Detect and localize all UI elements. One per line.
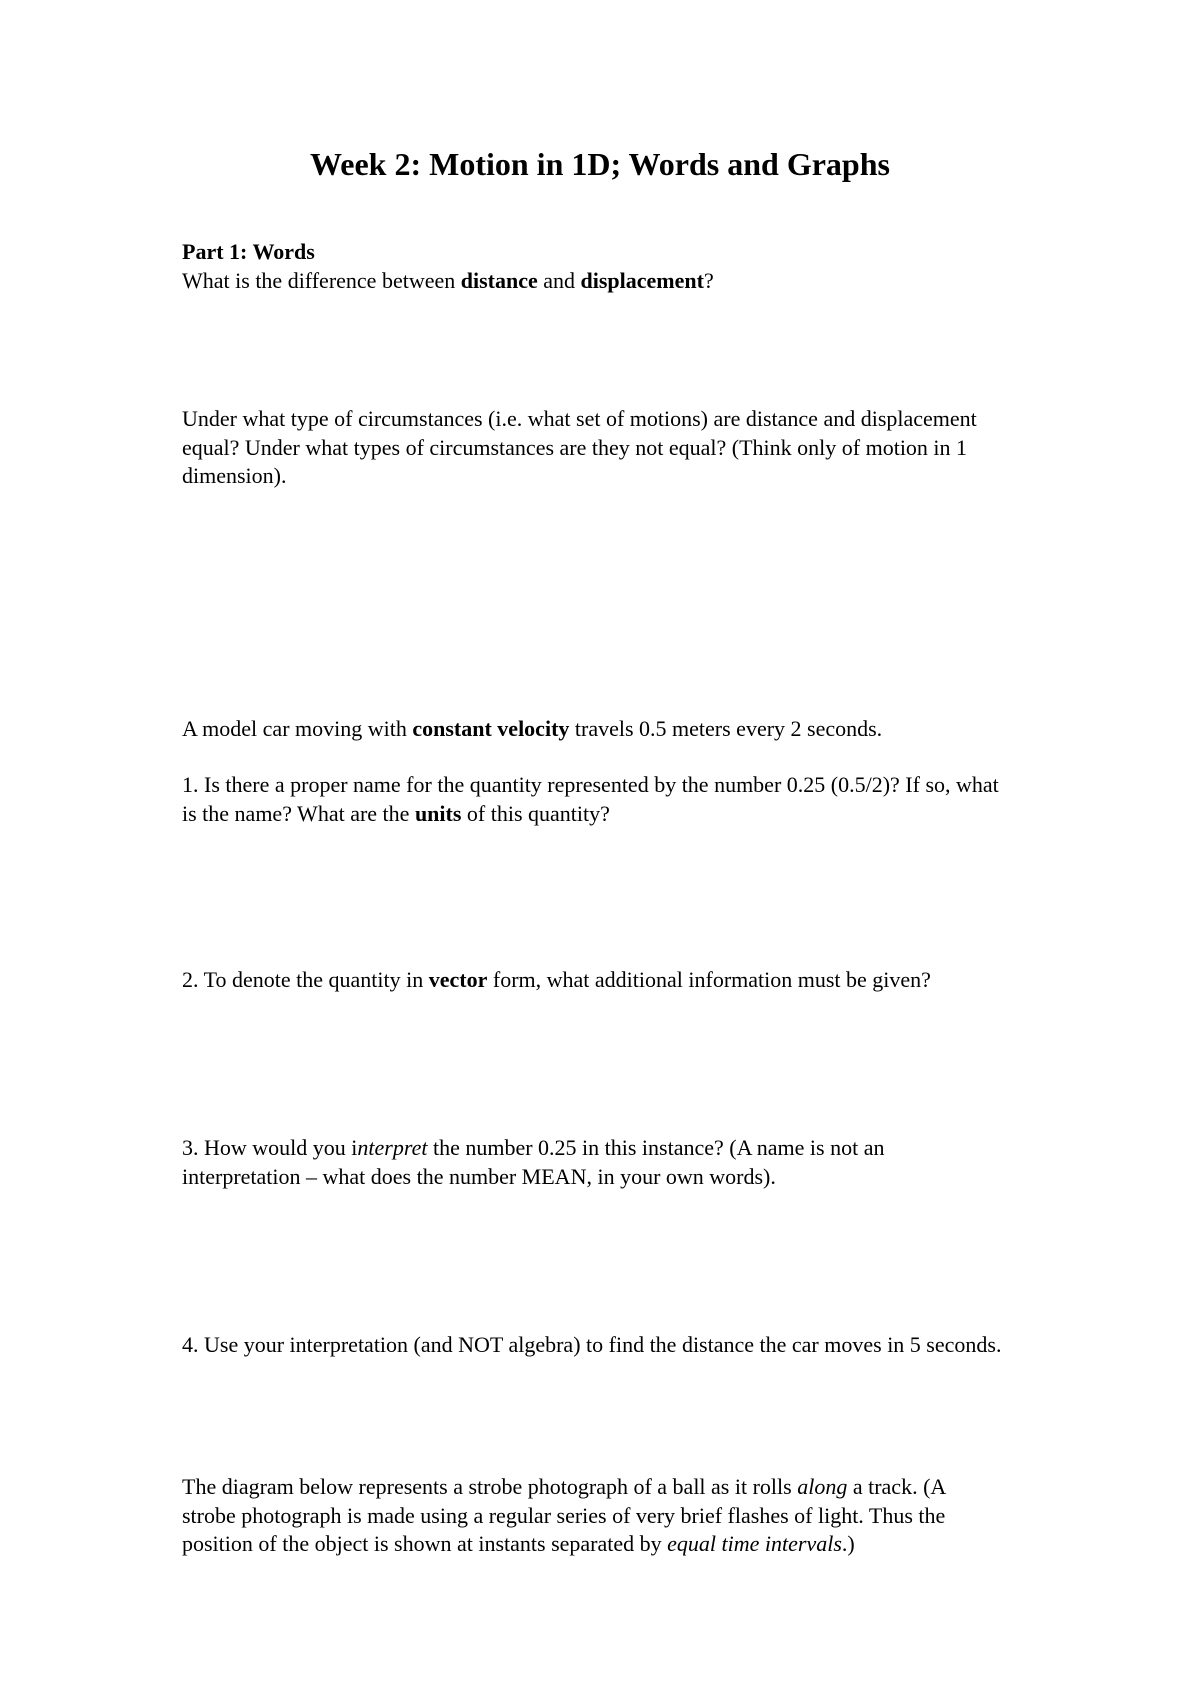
question-distance-displacement: What is the difference between distance and displacement? — [182, 267, 714, 293]
strobe-description: The diagram below represents a strobe photograph of a ball as it rolls along a track. (A strobe photograph is made using a regular series of very brief flashes of light. Thus the position of the object is shown at instants separated by equal time intervals.) — [182, 1474, 947, 1556]
question-2: 2. To denote the quantity in vector form, what additional information must be given? — [182, 967, 931, 992]
page-title: Week 2: Motion in 1D; Words and Graphs — [310, 146, 890, 182]
question-circumstances: Under what type of circumstances (i.e. what set of motions) are distance and displacement equal? Under what types of circumstances are they not equal? (Think only of motion in 1 dimension). — [182, 406, 977, 488]
part1-block — [182, 238, 1112, 295]
part1-heading: Part 1: Words — [182, 239, 315, 264]
question-1: 1. Is there a proper name for the quantity represented by the number 0.25 (0.5/2)? If so, what is the name? What are the units of this quantity? — [182, 772, 999, 826]
car-intro: A model car moving with constant velocity travels 0.5 meters every 2 seconds. — [182, 716, 883, 741]
question-3: 3. How would you interpret the number 0.25 in this instance? (A name is not an interpretation – what does the number MEAN, in your own words). — [182, 1135, 885, 1189]
question-4: 4. Use your interpretation (and NOT algebra) to find the distance the car moves in 5 seconds. — [182, 1332, 1002, 1357]
